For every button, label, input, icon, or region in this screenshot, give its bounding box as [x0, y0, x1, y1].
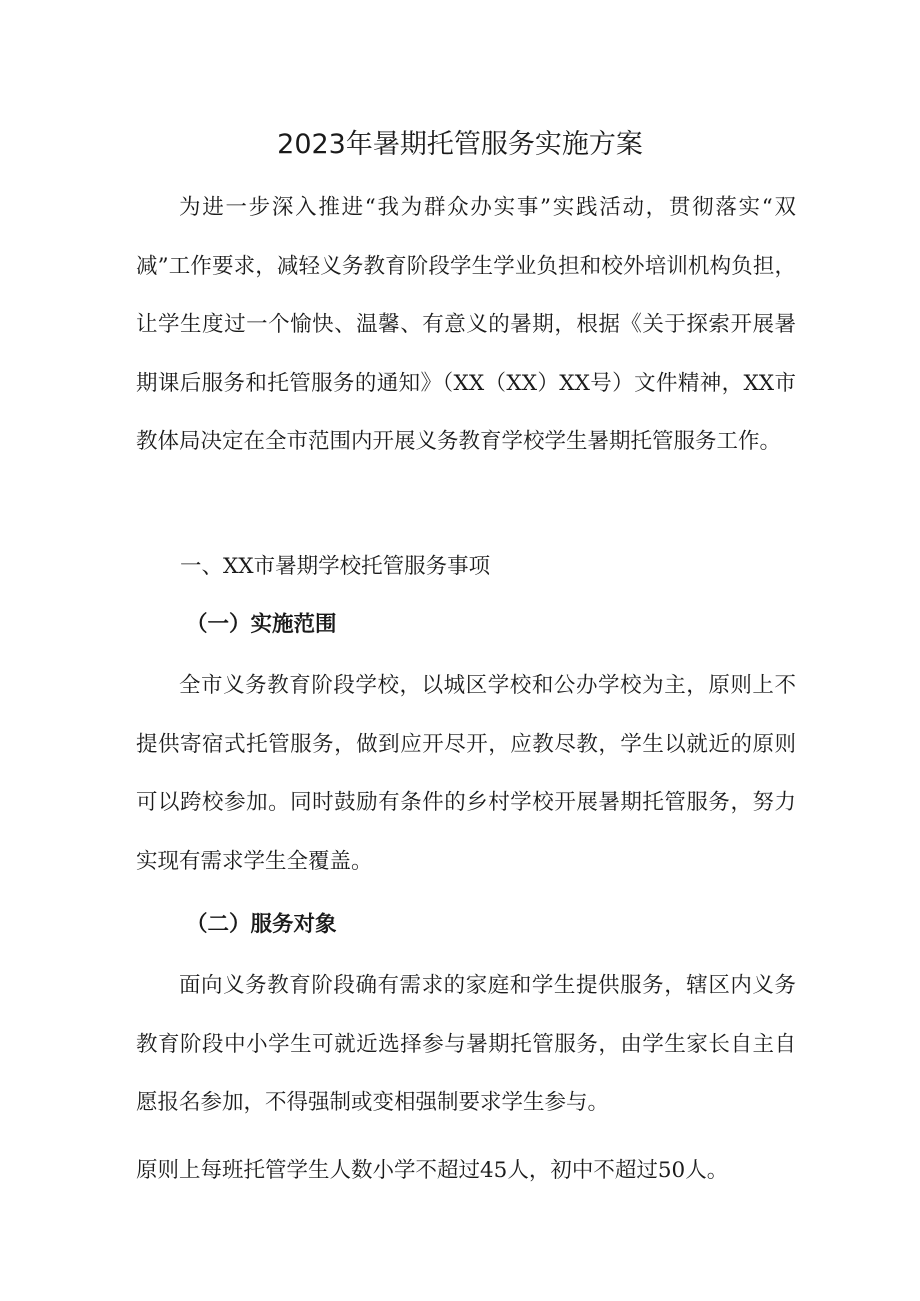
document-title: 2023年暑期托管服务实施方案 [277, 129, 643, 160]
subsection-heading-scope: （一）实施范围 [186, 612, 337, 637]
class-size-paragraph: 原则上每班托管学生人数小学不超过45人，初中不超过50人。 [136, 1158, 729, 1183]
subsection-heading-target: （二）服务对象 [186, 912, 337, 937]
target-paragraph: 面向义务教育阶段确有需求的家庭和学生提供服务，辖区内义务教育阶段中小学生可就近选择参与暑期托管服务，由学生家长自主自愿报名参加，不得强制或变相强制要求学生参与。 [136, 973, 796, 1115]
scope-paragraph: 全市义务教育阶段学校，以城区学校和公办学校为主，原则上不提供寄宿式托管服务，做到应开尽开，应教尽教，学生以就近的原则可以跨校参加。同时鼓励有条件的乡村学校开展暑期托管服务，努力实现有需求学生全覆盖。 [136, 673, 796, 874]
intro-paragraph: 为进一步深入推进“我为群众办实事”实践活动，贯彻落实“双减”工作要求，减轻义务教育阶段学生学业负担和校外培训机构负担，让学生度过一个愉快、温馨、有意义的暑期，根据《关于探索开展暑期课后服务和托管服务的通知》（XX（XX）XX号）文件精神，XX市教体局决定在全市范围内开展义务教育学校学生暑期托管服务工作。 [136, 195, 796, 454]
section-heading: 一、XX市暑期学校托管服务事项 [180, 554, 491, 579]
